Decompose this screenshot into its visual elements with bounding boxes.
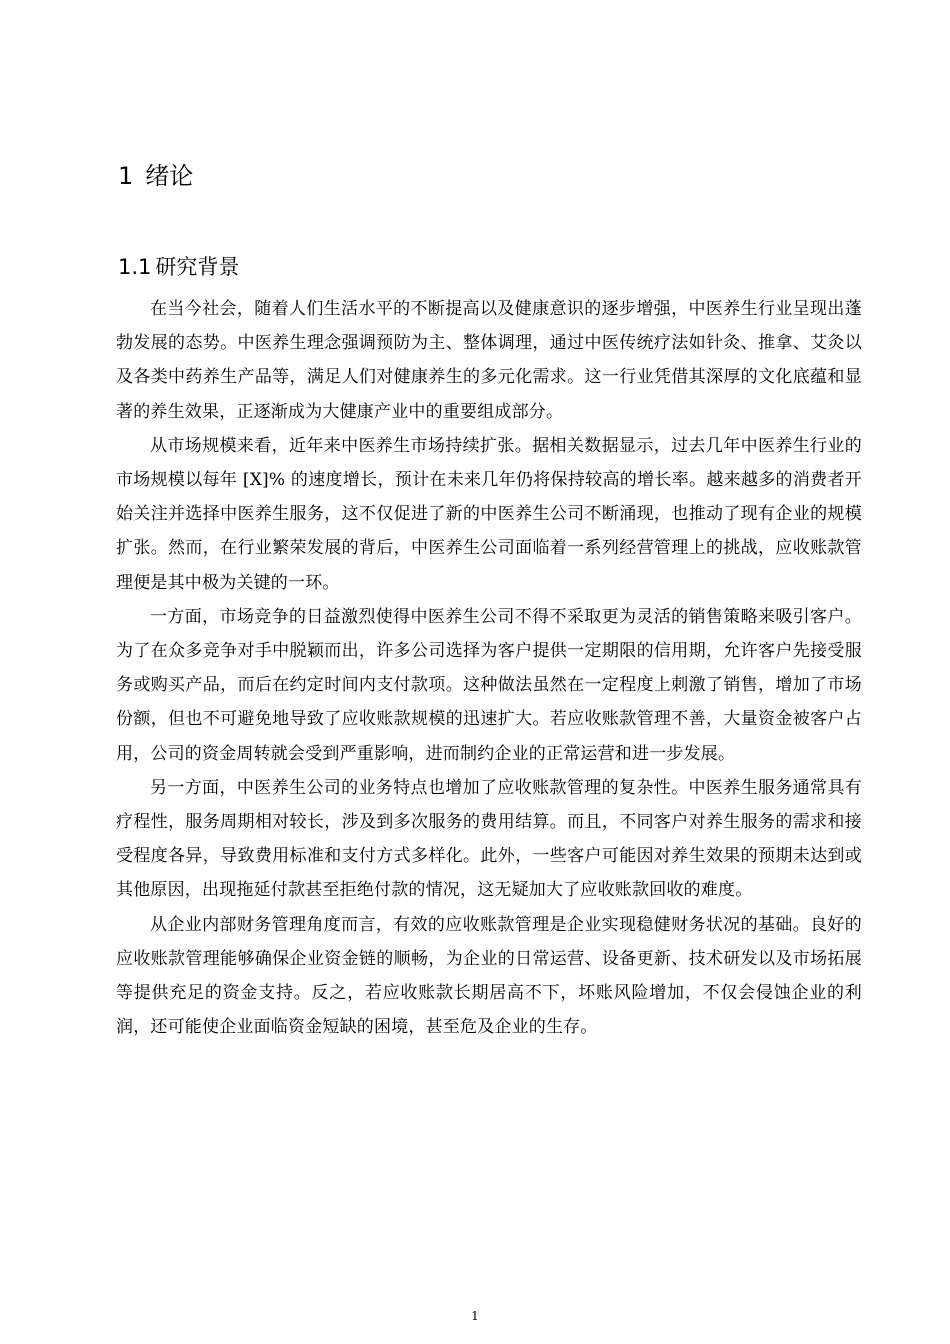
paragraph-1: 在当今社会，随着人们生活水平的不断提高以及健康意识的逐步增强，中医养生行业呈现出蓬勃发展的态势。中医养生理念强调预防为主、整体调理，通过中医传统疗法如针灸、推拿、艾灸以及各类中药养生产品等，满足人们对健康养生的多元化需求。这一行业凭借其深厚的文化底蕴和显著的养生效果，正逐渐成为大健康产业中的重要组成部分。 [116, 299, 862, 422]
paragraph-3: 一方面，市场竞争的日益激烈使得中医养生公司不得不采取更为灵活的销售策略来吸引客户。为了在众多竞争对手中脱颖而出，许多公司选择为客户提供一定期限的信用期，允许客户先接受服务或购买产品，而后在约定时间内支付款项。这种做法虽然在一定程度上刺激了销售，增加了市场份额，但也不可避免地导致了应收账款规模的迅速扩大。若应收账款管理不善，大量资金被客户占用，公司的资金周转就会受到严重影响，进而制约企业的正常运营和进一步发展。 [116, 606, 862, 764]
chapter-number: 1 [118, 162, 134, 190]
paragraph-2: 从市场规模来看，近年来中医养生市场持续扩张。据相关数据显示，过去几年中医养生行业的市场规模以每年 [X]% 的速度增长，预计在未来几年仍将保持较高的增长率。越来越多的消费者开始关注并选择中医养生服务，这不仅促进了新的中医养生公司不断涌现，也推动了现有企业的规模扩张。然而，在行业繁荣发展的背后，中医养生公司面临着一系列经营管理上的挑战，应收账款管理便是其中极为关键的一环。 [116, 435, 862, 593]
chapter-heading [118, 160, 193, 192]
section-heading [118, 252, 239, 282]
page-number: 1 [471, 1309, 479, 1323]
section-title: 研究背景 [155, 255, 240, 279]
paragraph-4: 另一方面，中医养生公司的业务特点也增加了应收账款管理的复杂性。中医养生服务通常具有疗程性，服务周期相对较长，涉及到多次服务的费用结算。而且，不同客户对养生服务的需求和接受程度各异，导致费用标准和支付方式多样化。此外，一些客户可能因对养生效果的预期未达到或其他原因，出现拖延付款甚至拒绝付款的情况，这无疑加大了应收账款回收的难度。 [116, 777, 862, 901]
paragraph-5: 从企业内部财务管理角度而言，有效的应收账款管理是企业实现稳健财务状况的基础。良好的应收账款管理能够确保企业资金链的顺畅，为企业的日常运营、设备更新、技术研发以及市场拓展等提供充足的资金支持。反之，若应收账款长期居高不下，坏账风险增加，不仅会侵蚀企业的利润，还可能使企业面临资金短缺的困境，甚至危及企业的生存。 [116, 914, 862, 1038]
body-text [116, 292, 862, 1044]
section-number: 1.1 [118, 255, 152, 279]
chapter-title: 绪论 [145, 162, 194, 190]
